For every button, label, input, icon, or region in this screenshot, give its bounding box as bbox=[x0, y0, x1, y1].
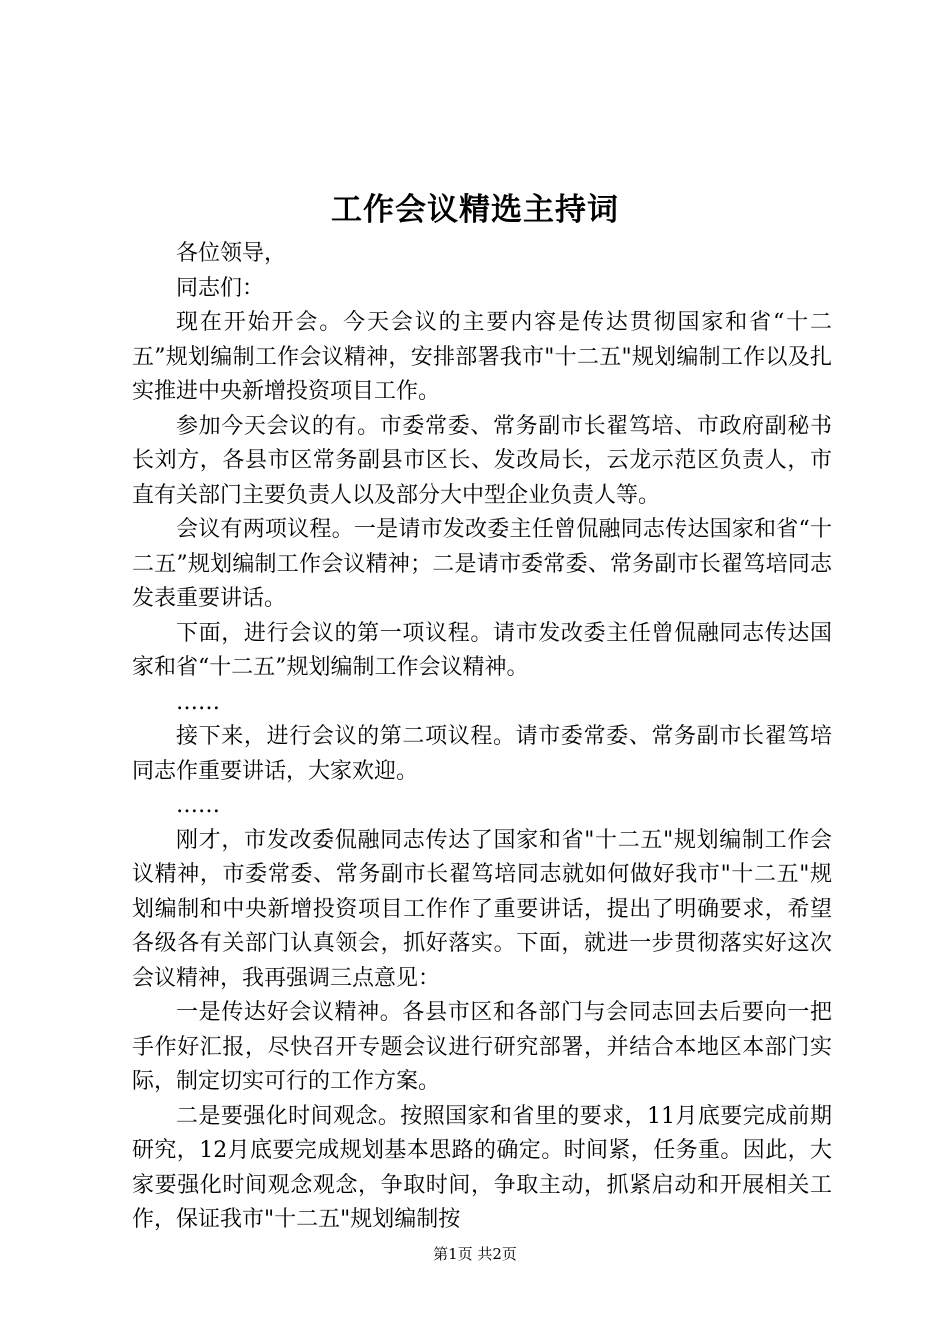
paragraph-attendees: 参加今天会议的有。市委常委、常务副市长翟笃培、市政府副秘书长刘方，各县市区常务副县市区长、发改局长，云龙示范区负责人，市直有关部门主要负责人以及部分大中型企业负责人等。 bbox=[132, 413, 832, 508]
paragraph-point-two: 二是要强化时间观念。按照国家和省里的要求，11月底要完成前期研究，12月底要完成规划基本思路的确定。时间紧，任务重。因此，大家要强化时间观念观念，争取时间，争取主动，抓紧启动和开展相关工作，保证我市"十二五"规划编制按 bbox=[132, 1103, 832, 1232]
paragraph-first-item: 下面，进行会议的第一项议程。请市发改委主任曾侃融同志传达国家和省“十二五”规划编制工作会议精神。 bbox=[132, 620, 832, 680]
page-footer: 第1页 共2页 bbox=[433, 1245, 517, 1263]
ellipsis-1: …… bbox=[176, 689, 220, 715]
salutation-leaders: 各位领导， bbox=[176, 241, 287, 266]
paragraph-summary: 刚才，市发改委侃融同志传达了国家和省"十二五"规划编制工作会议精神，市委常委、常务副市长翟笃培同志就如何做好我市"十二五"规划编制和中央新增投资项目工作作了重要讲话，提出了明确要求，希望各级各有关部门认真领会，抓好落实。下面，就进一步贯彻落实好这次会议精神，我再强调三点意见： bbox=[132, 827, 832, 991]
paragraph-agenda: 会议有两项议程。一是请市发改委主任曾侃融同志传达国家和省“十二五”规划编制工作会议精神；二是请市委常委、常务副市长翟笃培同志发表重要讲话。 bbox=[132, 517, 832, 611]
ellipsis-2: …… bbox=[176, 793, 220, 818]
paragraph-second-item: 接下来，进行会议的第二项议程。请市委常委、常务副市长翟笃培同志作重要讲话，大家欢迎。 bbox=[132, 724, 832, 784]
document-body bbox=[132, 237, 832, 1238]
paragraph-point-one: 一是传达好会议精神。各县市区和各部门与会同志回去后要向一把手作好汇报，尽快召开专题会议进行研究部署，并结合本地区本部门实际，制定切实可行的工作方案。 bbox=[132, 1000, 832, 1094]
salutation-comrades: 同志们： bbox=[176, 275, 265, 301]
document-title: 工作会议精选主持词 bbox=[331, 192, 619, 228]
paragraph-opening: 现在开始开会。今天会议的主要内容是传达贯彻国家和省“十二五”规划编制工作会议精神，安排部署我市"十二五"规划编制工作以及扎实推进中央新增投资项目工作。 bbox=[132, 310, 832, 404]
